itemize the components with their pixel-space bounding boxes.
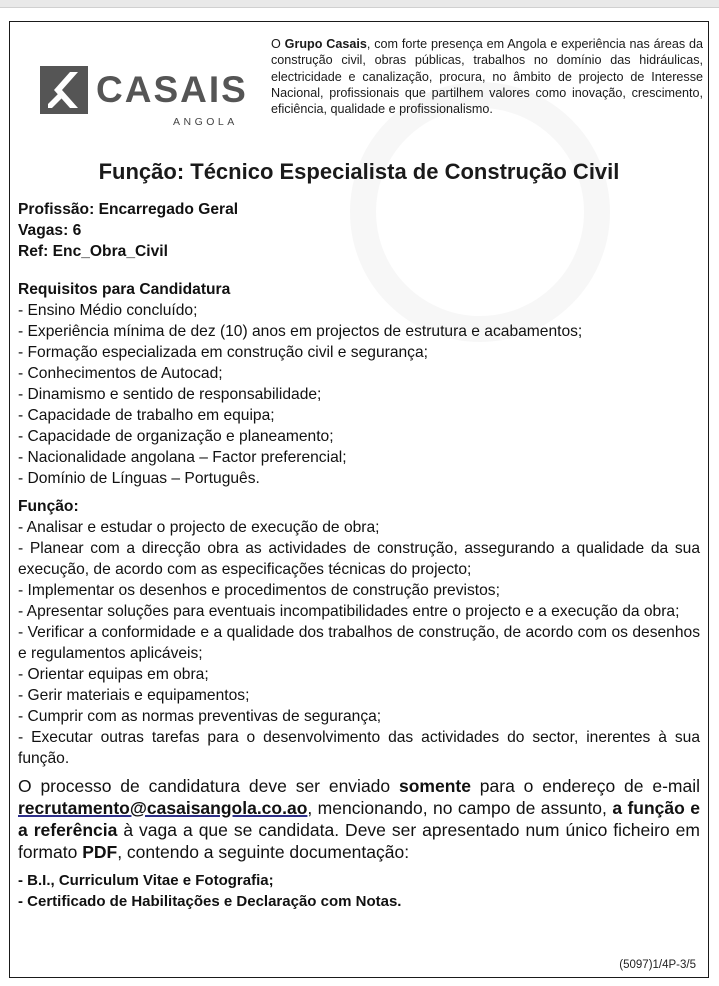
document-item: - Certificado de Habilitações e Declaração com Notas.: [18, 893, 402, 910]
job-ad-frame: [9, 21, 709, 978]
requisito-item: - Capacidade de trabalho em equipa;: [18, 407, 275, 424]
recruitment-email-link[interactable]: recrutamento@casaisangola.co.ao: [18, 798, 308, 818]
requisito-item: - Capacidade de organização e planeamento;: [18, 428, 334, 445]
spacer: [18, 262, 700, 279]
funcao-item: - Executar outras tarefas para o desenvolvimento das actividades do sector, inerentes à sua função.: [18, 729, 700, 767]
ad-header: [10, 22, 708, 162]
referencia: Ref: Enc_Obra_Civil: [18, 243, 168, 260]
requisito-item: - Domínio de Línguas – Português.: [18, 470, 260, 487]
logo-name: CASAIS: [96, 69, 248, 110]
required-documents: [18, 870, 700, 912]
requisitos-heading: Requisitos para Candidatura: [18, 281, 231, 298]
funcao-item: - Analisar e estudar o projecto de execução de obra;: [18, 519, 380, 536]
closing-funcao-ref: a função e a referência: [18, 798, 700, 840]
spacer: [18, 489, 700, 496]
requisito-item: - Experiência mínima de dez (10) anos em projectos de estrutura e acabamentos;: [18, 323, 583, 340]
funcao-item: - Verificar a conformidade e a qualidade dos trabalhos de construção, de acordo com os desenhos e regulamentos aplicáveis;: [18, 624, 700, 662]
ad-body: [18, 199, 700, 912]
closing-text: , contendo a seguinte documentação:: [117, 842, 410, 862]
closing-text: , mencionando, no campo de assunto,: [307, 798, 613, 818]
intro-company: Grupo Casais: [284, 37, 367, 51]
requisito-item: - Ensino Médio concluído;: [18, 302, 198, 319]
requisito-item: - Nacionalidade angolana – Factor preferencial;: [18, 449, 347, 466]
logo-subtitle: ANGOLA: [173, 116, 238, 128]
funcao-heading: Função:: [18, 498, 79, 515]
closing-text: O processo de candidatura deve ser enviado: [18, 776, 399, 796]
closing-somente: somente: [398, 776, 471, 796]
funcao-item: - Implementar os desenhos e procedimentos de construção previstos;: [18, 582, 500, 599]
requisito-item: - Dinamismo e sentido de responsabilidade;: [18, 386, 322, 403]
funcao-item: - Gerir materiais e equipamentos;: [18, 687, 250, 704]
casais-logo: [40, 66, 260, 146]
funcao-item: - Apresentar soluções para eventuais incompatibilidades entre o projecto e a execução da obra;: [18, 603, 680, 620]
closing-pdf: PDF: [82, 842, 118, 862]
application-instructions: [18, 775, 700, 863]
top-edge-bar: [0, 0, 719, 8]
job-title: Função: Técnico Especialista de Construção Civil: [98, 159, 620, 184]
intro-pre: O: [271, 37, 285, 51]
company-intro: [271, 36, 703, 117]
profissao: Profissão: Encarregado Geral: [18, 201, 239, 218]
closing-text: para o endereço de e-mail: [470, 776, 700, 796]
funcao-item: - Planear com a direcção obra as actividades de construção, assegurando a qualidade da sua execução, de acordo com as especificações técnicas do projecto;: [18, 540, 700, 578]
casais-logo-icon: [40, 66, 88, 114]
intro-rest: , com forte presença em Angola e experiência nas áreas da construção civil, obras públicas, trabalhos no domínio das hidráulicas, electricidade e canalização, procura, no âmbito de projecto de Interesse Nacional, profissionais que partilhem valores como inovação, crescimento, eficiência, qualidade e profissionalismo.: [271, 37, 704, 117]
funcao-item: - Cumprir com as normas preventivas de segurança;: [18, 708, 382, 725]
closing-text: à vaga a que se candidata. Deve ser apresentado num único ficheiro em formato: [18, 820, 700, 862]
requisito-item: - Conhecimentos de Autocad;: [18, 365, 223, 382]
ad-reference-code: (5097)1/4P-3/5: [619, 959, 696, 971]
vagas: Vagas: 6: [18, 222, 82, 239]
funcao-item: - Orientar equipas em obra;: [18, 666, 209, 683]
document-item: - B.I., Curriculum Vitae e Fotografia;: [18, 872, 274, 889]
requisito-item: - Formação especializada em construção civil e segurança;: [18, 344, 428, 361]
